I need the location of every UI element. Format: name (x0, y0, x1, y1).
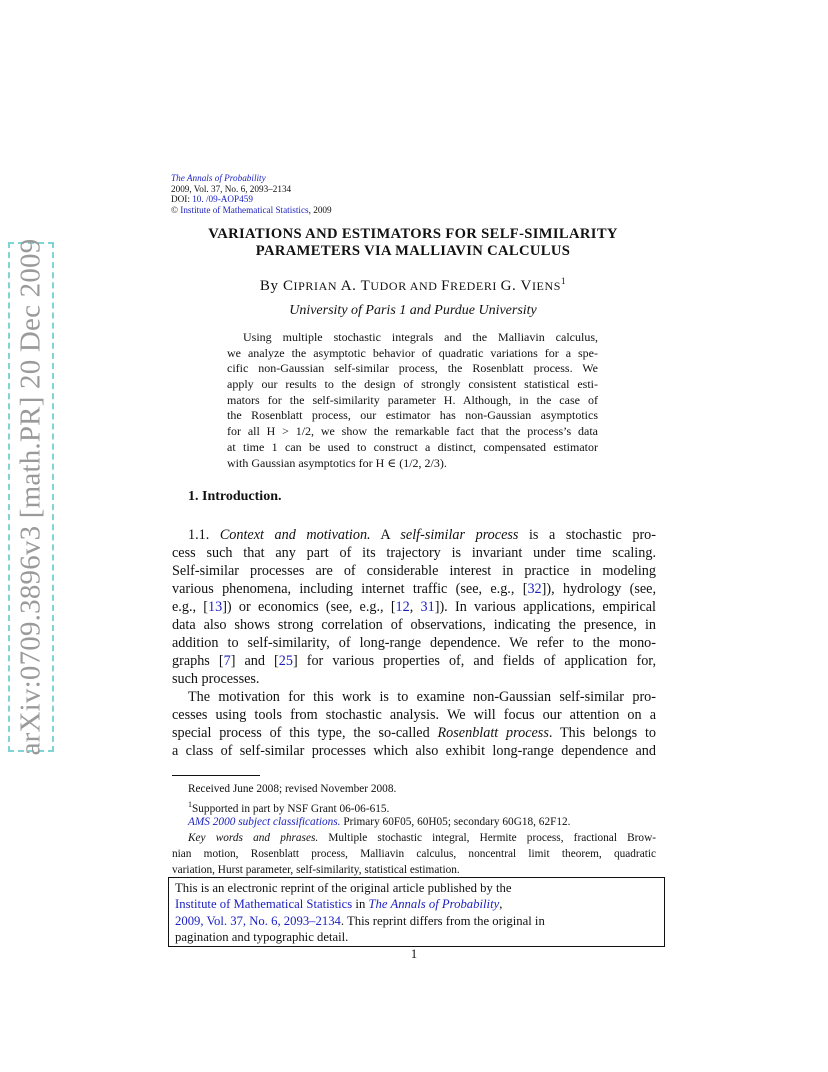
doi-label: DOI: (171, 194, 193, 205)
affiliation: University of Paris 1 and Purdue University (289, 303, 537, 318)
journal-header (171, 173, 332, 215)
author1-last: UDOR (370, 279, 407, 293)
body-text (172, 526, 656, 760)
body-line: addition to self-similarity, of long-range dependence. We refer to the mono- (172, 635, 656, 651)
abstract-line: the Rosenblatt process, our estimator has non-Gaussian asymptotics (227, 408, 598, 423)
body-text-run: e.g., [ (172, 599, 209, 615)
section-heading: 1. Introduction. (188, 489, 282, 504)
copyright-icon: © (171, 204, 178, 215)
author1-middle: A. (340, 278, 361, 294)
reprint-notice-box (168, 877, 665, 947)
and-label: AND (406, 279, 442, 293)
abstract-line: mators for the self-similarity parameter H. Although, in the case of (227, 392, 598, 407)
footnote-rule (172, 775, 260, 776)
reprint-line: pagination and typographic detail. (175, 929, 349, 944)
body-text-run: A (370, 527, 401, 543)
keywords-label: Key words and phrases. (188, 831, 319, 844)
volume-line: 2009, Vol. 37, No. 6, 2093–2134 (171, 183, 292, 194)
body-line: such processes. (172, 671, 260, 687)
ims-link[interactable]: Institute of Mathematical Statistics (175, 897, 353, 912)
abstract-line: Using multiple stochastic integrals and the Malliavin calculus, (243, 330, 598, 344)
author1-last-initial: T (360, 278, 371, 294)
copyright-year: , 2009 (308, 204, 332, 215)
abstract-line: with Gaussian asymptotics for H ∈ (1/2, 2/3). (227, 455, 447, 470)
author2-last-initial: V (520, 278, 532, 294)
body-text-run: , (409, 599, 421, 615)
abstract-line: apply our results to the design of strongly consistent statistical esti- (227, 377, 598, 392)
author2-middle: G. (500, 278, 521, 294)
body-line (172, 724, 656, 742)
keywords-text: Multiple stochastic integral, Hermite process, fractional Brow- (318, 831, 656, 844)
subsection-title: Context and motivation. (219, 527, 371, 543)
body-text-run: special process of this type, the so-called (172, 725, 438, 741)
author-line (160, 276, 666, 295)
doi-link[interactable]: 10. /09-AOP459 (192, 194, 253, 205)
body-line (172, 598, 656, 616)
author2-first: REDERI (450, 279, 501, 293)
citation-link[interactable]: 12 (395, 599, 410, 615)
body-line: cesses using tools from stochastic analysis. We will focus our attention on a (172, 707, 656, 723)
body-line (172, 526, 656, 544)
body-line: a class of self-similar processes which also exhibit long-range dependence and (172, 743, 656, 759)
arxiv-stamp-text: arXiv:0709.3896v3 [math.PR] 20 Dec 2009 (14, 238, 47, 756)
footnotes (172, 781, 656, 879)
author2-initial: F (441, 278, 451, 294)
body-text-run: ]), hydrology (see, (541, 581, 656, 597)
author1-initial: C (282, 278, 294, 294)
body-text-run: . This belongs to (548, 725, 656, 741)
body-text-run: ] for various properties of, and fields of application for, (292, 653, 656, 669)
abstract-line: cific non-Gaussian self-similar process, the Rosenblatt process. We (227, 361, 598, 376)
abstract (227, 330, 598, 471)
page-number: 1 (410, 947, 418, 961)
title-line-1: VARIATIONS AND ESTIMATORS FOR SELF-SIMILARITY (208, 226, 618, 242)
body-line: The motivation for this work is to examine non-Gaussian self-similar pro- (188, 689, 656, 705)
paper-title (160, 226, 666, 260)
body-line: cess such that any part of its trajectory is invariant under time scaling. (172, 545, 656, 561)
body-line: data also shows strong correlation of observations, indicating the presence, in (172, 617, 656, 633)
reprint-text: . This reprint differs from the original in (340, 913, 545, 928)
body-line (172, 652, 656, 670)
ams-classification-link[interactable]: AMS 2000 subject classifications. (188, 815, 341, 828)
reprint-line: This is an electronic reprint of the original article published by the (175, 881, 512, 895)
ims-link[interactable]: Institute of Mathematical Statistics (180, 204, 309, 215)
author-footnote-mark[interactable]: 1 (561, 276, 567, 286)
footnote-keywords: nian motion, Rosenblatt process, Malliavin calculus, noncentral limit theorem, quadratic (172, 848, 656, 861)
citation-link[interactable]: 31 (420, 599, 435, 615)
footnote-received: Received June 2008; revised November 2008. (188, 783, 397, 795)
abstract-line: we analyze the asymptotic behavior of quadratic variations for a spe- (227, 345, 598, 360)
journal-name-link[interactable]: The Annals of Probability (171, 173, 266, 183)
body-line (172, 580, 656, 598)
by-label: By (259, 278, 283, 294)
footnote-ams (172, 814, 656, 830)
journal-link[interactable]: The Annals of Probability (368, 897, 500, 912)
body-text-run: ] and [ (230, 653, 279, 669)
abstract-line: at time 1 can be used to construct a distinct, compensated estimator (227, 439, 598, 454)
article-link[interactable]: 2009, Vol. 37, No. 6, 2093–2134 (175, 913, 341, 928)
author2-last: IENS (531, 279, 562, 293)
footnote-keywords (172, 830, 656, 846)
term-rosenblatt-process: Rosenblatt process (437, 725, 549, 741)
author1-first: IPRIAN (293, 279, 341, 293)
reprint-text: in (352, 897, 369, 912)
reprint-text: , (499, 897, 503, 912)
body-text-run: ]). In various applications, empirical (434, 599, 656, 615)
subsection-number: 1.1. (188, 527, 220, 543)
term-self-similar-process: self-similar process (400, 527, 519, 543)
footnote-support-text: Supported in part by NSF Grant 06-06-615. (192, 803, 390, 816)
body-text-run: various phenomena, including internet traffic (see, e.g., [ (172, 581, 528, 597)
body-text-run: is a stochastic pro- (518, 527, 656, 543)
body-line: Self-similar processes are of considerable interest in practice in modeling (172, 563, 656, 579)
footnote-keywords: variation, Hurst parameter, self-similarity, statistical estimation. (172, 864, 460, 877)
abstract-line: for all H > 1/2, we show the remarkable fact that the process’s data (227, 424, 598, 439)
body-text-run: graphs [ (172, 653, 224, 669)
citation-link[interactable]: 25 (278, 653, 293, 669)
reprint-line (175, 913, 658, 929)
citation-link[interactable]: 7 (223, 653, 231, 669)
reprint-line (175, 896, 658, 912)
citation-link[interactable]: 13 (208, 599, 223, 615)
title-line-2: PARAMETERS VIA MALLIAVIN CALCULUS (255, 243, 571, 259)
body-text-run: ]) or economics (see, e.g., [ (222, 599, 396, 615)
arxiv-stamp (8, 238, 54, 756)
ams-codes: Primary 60F05, 60H05; secondary 60G18, 62F12. (340, 815, 571, 828)
citation-link[interactable]: 32 (527, 581, 542, 597)
footnote-mark: 1 (188, 800, 192, 810)
footnote-support (172, 797, 656, 816)
